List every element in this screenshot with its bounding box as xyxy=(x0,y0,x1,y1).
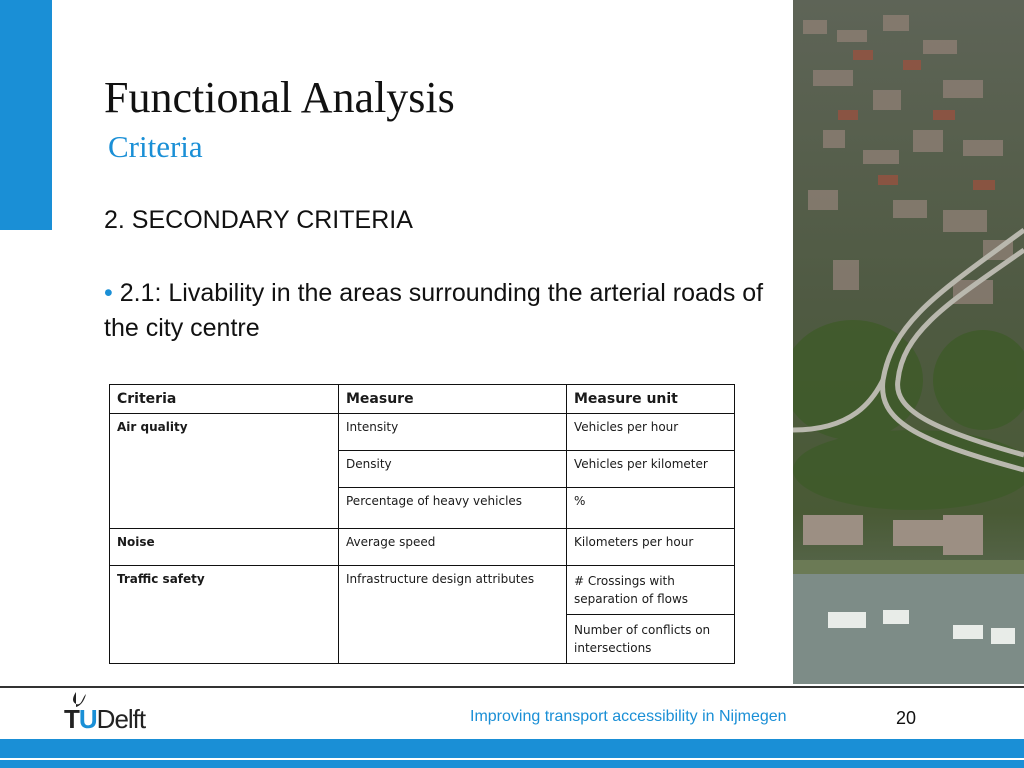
footer-blue-bar-bottom xyxy=(0,760,1024,768)
page-number: 20 xyxy=(896,708,917,728)
table-row xyxy=(110,414,735,451)
slide-subtitle: Criteria xyxy=(108,129,203,164)
table-cell: Percentage of heavy vehicles xyxy=(339,488,567,529)
table-row xyxy=(110,566,735,615)
aerial-city-photo xyxy=(793,0,1024,684)
criterion-air-quality: Air quality xyxy=(110,414,339,529)
header-criteria: Criteria xyxy=(110,385,339,414)
table-cell: Infrastructure design attributes xyxy=(339,566,567,664)
logo-tu-text: TU xyxy=(64,704,97,734)
accent-tab xyxy=(0,0,52,230)
bullet-text: 2.1: Livability in the areas surrounding the arterial roads of the city centre xyxy=(104,279,764,342)
slide-title: Functional Analysis xyxy=(104,73,455,122)
tu-delft-logo xyxy=(64,704,145,735)
table-row xyxy=(110,529,735,566)
logo-delft-text: Delft xyxy=(96,704,146,734)
criterion-traffic-safety: Traffic safety xyxy=(110,566,339,664)
table-cell: Vehicles per kilometer xyxy=(567,451,735,488)
table-cell: Vehicles per hour xyxy=(567,414,735,451)
table-header-row xyxy=(110,385,735,414)
table-cell: Number of conflicts on intersections xyxy=(567,615,735,664)
footer-blue-bar xyxy=(0,739,1024,758)
header-measure: Measure xyxy=(339,385,567,414)
table-cell: % xyxy=(567,488,735,529)
footer-presentation-title: Improving transport accessibility in Nijmegen xyxy=(470,708,787,725)
footer-divider xyxy=(0,686,1024,688)
section-heading: 2. SECONDARY CRITERIA xyxy=(104,206,413,234)
header-measure-unit: Measure unit xyxy=(567,385,735,414)
table-cell: Density xyxy=(339,451,567,488)
table-cell: Average speed xyxy=(339,529,567,566)
bullet-dot-icon: • xyxy=(104,279,113,307)
criteria-table xyxy=(109,384,735,664)
bullet-item xyxy=(104,276,774,346)
table-cell: Intensity xyxy=(339,414,567,451)
table-cell: # Crossings with separation of flows xyxy=(567,566,735,615)
criterion-noise: Noise xyxy=(110,529,339,566)
table-cell: Kilometers per hour xyxy=(567,529,735,566)
